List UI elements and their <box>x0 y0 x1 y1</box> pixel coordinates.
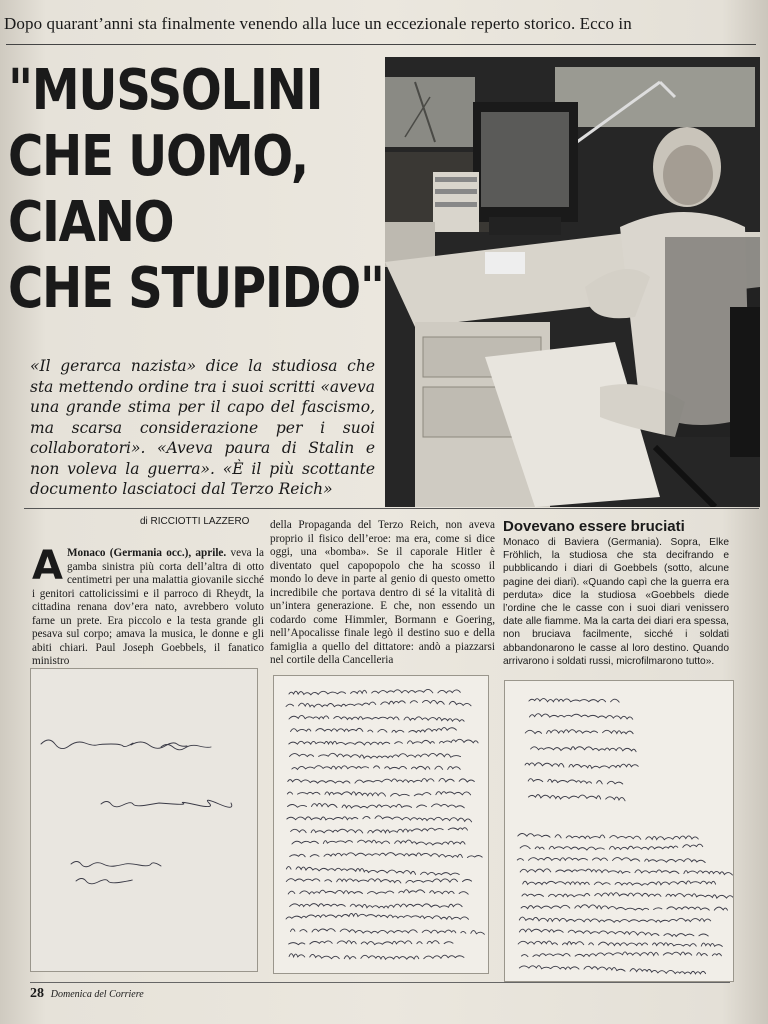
footer-rule <box>30 982 730 983</box>
photo-illustration <box>385 57 760 507</box>
headline-line-2: CHE UOMO, <box>8 124 308 189</box>
page-footer <box>30 986 230 1002</box>
diary-page-image-3 <box>504 680 734 982</box>
photo-caption: Monaco di Baviera (Germania). Sopra, Elke Fröhlich, la studiosa che sta decifrando e pubblicando i diari di Goebbels (sotto, alcune pagine dei diari). «Quando capì che la guerra era perduta» dice la studiosa «Goebbels diede l’ordine che le casse con i suoi diari venissero date alle fiamme. Ma la carta dei diari era spessa, non bruciava facilmente, sicché i soldati abbandonarono le casse al loro destino. Quando arrivarono i soldati russi, microfilmarono tutto». <box>503 537 729 667</box>
diary-handwriting-1 <box>31 669 257 971</box>
page-number: 28 <box>30 986 44 1001</box>
researcher-photo <box>385 57 760 507</box>
sidebar-title: Dovevano essere bruciati <box>503 518 685 535</box>
article-column-2: della Propaganda del Terzo Reich, non aveva proprio il fisico dell’eroe: ma era, come si dice oggi, una «bomba». Se il caporale Hitler è diventato quel capopopolo che ha scosso il mondo lo deve in parte al genio di questo ometto incredibile che portava dentro di sé la vitalità di un’intera generazione. E che, non essendo un codardo come Himmler, Bormann e Goering, nell’Apocalisse finale legò il destino suo e della famiglia a quello del dittatore: andò a piazzarsi nel cortile della Cancelleria <box>270 519 495 666</box>
diary-page-image-2 <box>273 675 489 974</box>
byline: di RICCIOTTI LAZZERO <box>140 516 250 527</box>
headline-line-1: "MUSSOLINI <box>8 58 323 123</box>
headline-line-3: CIANO <box>8 190 174 255</box>
top-rule <box>6 44 756 45</box>
article-body-1: veva la gamba sinistra più corta dell’altra di otto centimetri per una malattia giovanile sicché i genitori cattolicissimi e il parroco di Rheydt, la cittadina renana dov’era nato, avrebbero voluto farne un prete. Era piccolo e la testa grande gli pesava sul corpo; amava la musica, le donne e gli abiti chiari. Paul Joseph Goebbels, il fanatico ministro <box>32 547 265 667</box>
headline-line-4: CHE STUPIDO" <box>8 256 384 321</box>
diary-handwriting-2 <box>274 676 488 973</box>
article-column-1 <box>32 543 265 669</box>
drop-cap: A <box>32 543 63 589</box>
deck-quote: «Il gerarca nazista» dice la studiosa che sta mettendo ordine tra i suoi scritti «aveva una grande stima per il capo del fascismo, ma scarsa considerazione per i suoi collaboratori». «Aveva paura di Stalin e non voleva la guerra». «È il più scottante documento lasciatoci dal Terzo Reich» <box>30 357 375 498</box>
diary-handwriting-3 <box>505 681 733 981</box>
middle-rule <box>24 508 759 509</box>
kicker-line: Dopo quarant’anni sta finalmente venendo alla luce un eccezionale reperto storico. Ecco in <box>4 14 632 33</box>
headline <box>8 58 388 322</box>
dateline: Monaco (Germania occ.), aprile. <box>66 547 227 559</box>
diary-page-image-1 <box>30 668 258 972</box>
publication-name: Domenica del Corriere <box>50 989 144 1000</box>
